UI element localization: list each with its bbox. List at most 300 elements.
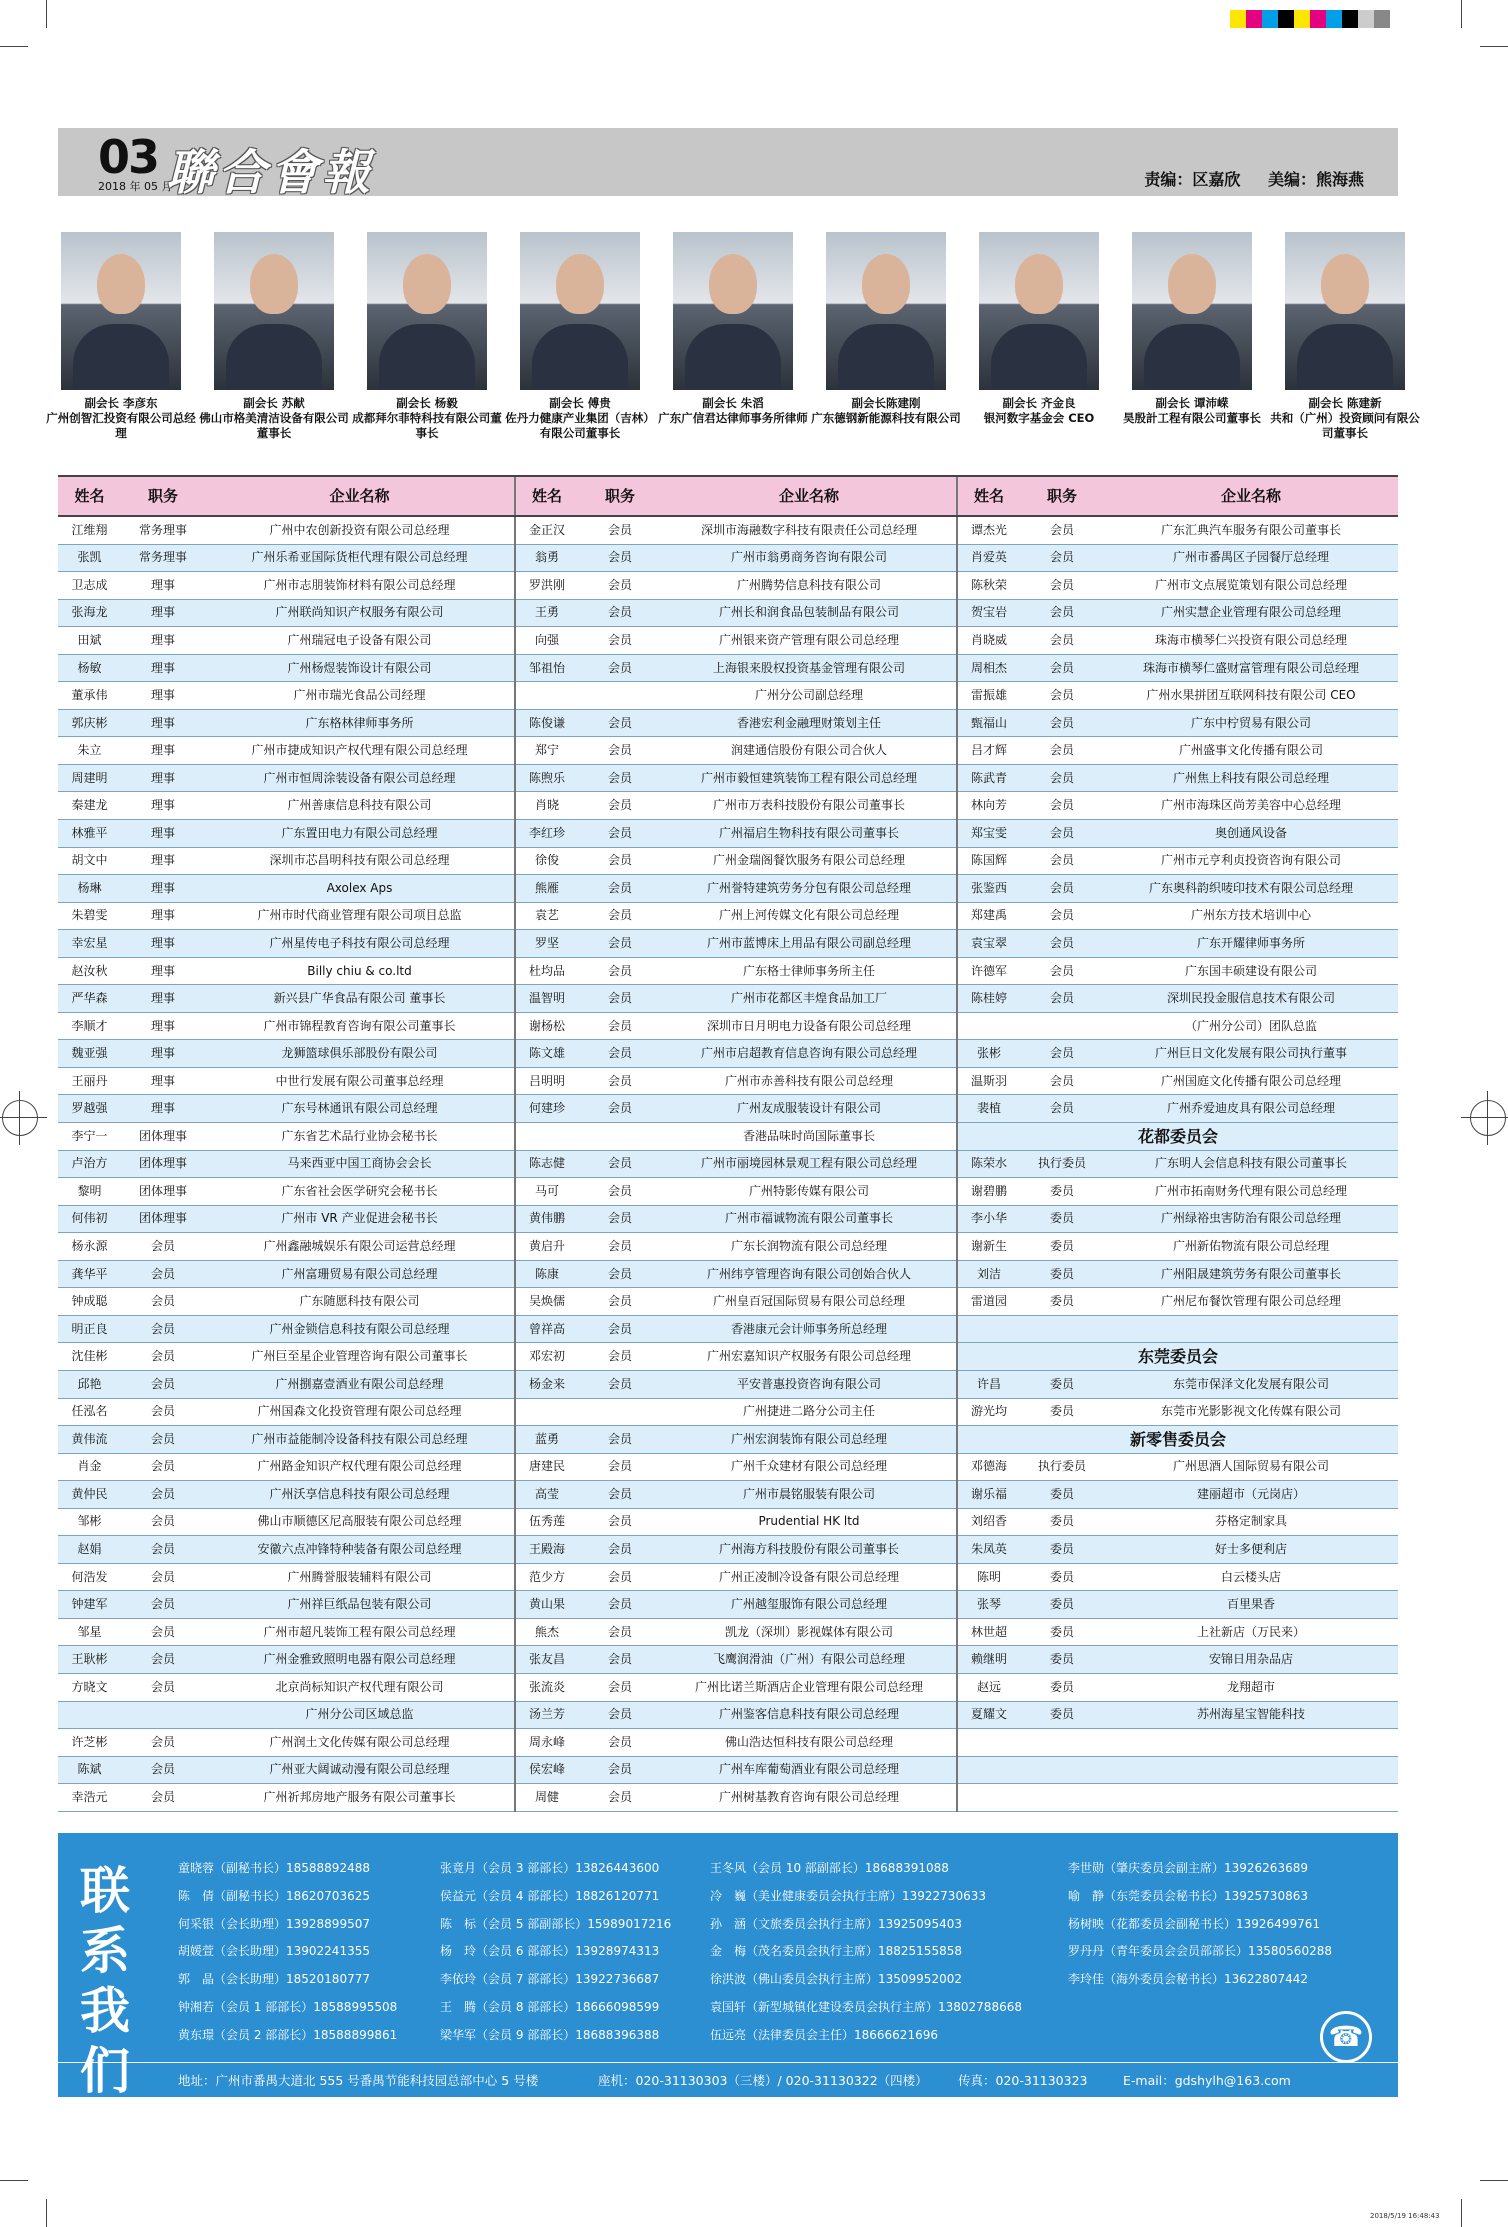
member-name: 张琴 — [957, 1591, 1020, 1619]
member-role: 会员 — [578, 599, 662, 627]
member-name: 吕才辉 — [957, 737, 1020, 765]
member-role: 会员 — [1020, 902, 1104, 930]
member-name: 伍秀莲 — [515, 1508, 578, 1536]
member-company: 广州善康信息科技有限公司 — [205, 792, 515, 820]
table-row — [58, 1673, 1398, 1701]
member-name: 陈荣水 — [957, 1150, 1020, 1178]
member-role: 会员 — [578, 1150, 662, 1178]
member-name: 黎明 — [58, 1178, 121, 1206]
member-company: 广州分公司副总经理 — [662, 682, 957, 710]
portrait-title: 副会长陈建刚 — [851, 396, 921, 410]
header-name: 姓名 — [515, 476, 578, 516]
member-role: 会员 — [121, 1453, 205, 1481]
member-company: 广州捌嘉壹酒业有限公司总经理 — [205, 1370, 515, 1398]
member-company: 广州星传电子科技有限公司总经理 — [205, 930, 515, 958]
member-company: 广州市毅恒建筑装饰工程有限公司总经理 — [662, 764, 957, 792]
member-company: 凯龙（深圳）影视媒体有限公司 — [662, 1618, 957, 1646]
member-name: 唐建民 — [515, 1453, 578, 1481]
portrait-title: 副会长 李彦东 — [84, 396, 158, 410]
member-company: 广州市晨铭服装有限公司 — [662, 1481, 957, 1509]
member-name: 侯宏峰 — [515, 1756, 578, 1784]
table-row — [58, 1508, 1398, 1536]
color-bar — [1230, 10, 1390, 28]
member-company: 广州盛事文化传播有限公司 — [1104, 737, 1398, 765]
member-role: 会员 — [578, 737, 662, 765]
portrait-desc: 广东广信君达律师事务所律师 — [658, 411, 808, 425]
member-name — [957, 1729, 1020, 1757]
issue-date: 2018 年 05 月 — [98, 180, 173, 193]
member-company: 广州皇百冠国际贸易有限公司总经理 — [662, 1288, 957, 1316]
member-role: 会员 — [1020, 737, 1104, 765]
portrait-desc: 广东德钢新能源科技有限公司 — [811, 411, 961, 425]
member-name: 黄启升 — [515, 1233, 578, 1261]
member-name: 陈康 — [515, 1260, 578, 1288]
member-name: 钟建军 — [58, 1591, 121, 1619]
portrait-photo — [1285, 232, 1405, 390]
member-name: 贺宝岩 — [957, 599, 1020, 627]
table-row — [58, 1646, 1398, 1674]
member-role: 委员 — [1020, 1701, 1104, 1729]
member-role — [1020, 1756, 1104, 1784]
member-company: 广东开耀律师事务所 — [1104, 930, 1398, 958]
member-company: 百里果香 — [1104, 1591, 1398, 1619]
member-role: 常务理事 — [121, 544, 205, 572]
member-name: 黄山果 — [515, 1591, 578, 1619]
member-role: 会员 — [578, 820, 662, 848]
member-name: 黄伟鹏 — [515, 1205, 578, 1233]
table-row — [58, 1233, 1398, 1261]
member-role: 会员 — [1020, 627, 1104, 655]
portrait-caption — [658, 396, 808, 426]
portrait-caption — [505, 396, 655, 441]
member-role: 会员 — [578, 516, 662, 544]
member-name — [58, 1701, 121, 1729]
member-role: 理事 — [121, 902, 205, 930]
table-row — [58, 1288, 1398, 1316]
member-role: 会员 — [578, 764, 662, 792]
header-role: 职务 — [121, 476, 205, 516]
table-row — [58, 1618, 1398, 1646]
member-company: 广州分公司区域总监 — [205, 1701, 515, 1729]
member-role — [578, 1398, 662, 1426]
member-role: 会员 — [578, 792, 662, 820]
portrait-caption — [46, 396, 196, 441]
member-role — [1020, 1784, 1104, 1812]
member-company: 广州市福诚物流有限公司董事长 — [662, 1205, 957, 1233]
member-name: 杜均品 — [515, 957, 578, 985]
table-row — [58, 985, 1398, 1013]
member-company: 上海银来股权投资基金管理有限公司 — [662, 654, 957, 682]
member-company: 润建通信股份有限公司合伙人 — [662, 737, 957, 765]
member-role: 执行委员 — [1020, 1453, 1104, 1481]
portrait-title: 副会长 杨毅 — [396, 396, 458, 410]
member-company — [1104, 1315, 1398, 1343]
member-name: 魏亚强 — [58, 1040, 121, 1068]
member-name: 任泓名 — [58, 1398, 121, 1426]
member-name: 邱艳 — [58, 1370, 121, 1398]
member-name — [957, 1315, 1020, 1343]
member-name: 方晓文 — [58, 1673, 121, 1701]
member-role: 理事 — [121, 847, 205, 875]
portrait-desc: 佐丹力健康产业集团（吉林）有限公司董事长 — [505, 411, 655, 440]
portrait-caption — [1270, 396, 1420, 441]
member-company: 香港康元会计师事务所总经理 — [662, 1315, 957, 1343]
portrait-title: 副会长 齐金良 — [1002, 396, 1076, 410]
member-name: 邓德海 — [957, 1453, 1020, 1481]
member-name: 黄仲民 — [58, 1481, 121, 1509]
member-role: 理事 — [121, 654, 205, 682]
member-name: 肖金 — [58, 1453, 121, 1481]
header-company: 企业名称 — [1104, 476, 1398, 516]
member-company: 广州腾誉服装辅料有限公司 — [205, 1563, 515, 1591]
member-company: 广州市丽境园林景观工程有限公司总经理 — [662, 1150, 957, 1178]
table-row — [58, 1398, 1398, 1426]
member-company: 广东格士律师事务所主任 — [662, 957, 957, 985]
member-company: 广州市恒周涂装设备有限公司总经理 — [205, 764, 515, 792]
portrait-title: 副会长 苏献 — [243, 396, 305, 410]
member-company: 龙狮篮球俱乐部股份有限公司 — [205, 1040, 515, 1068]
member-name: 刘洁 — [957, 1260, 1020, 1288]
member-company: 建丽超市（元岗店） — [1104, 1481, 1398, 1509]
member-name: 邓宏初 — [515, 1343, 578, 1371]
contact-entry: 李世勋（肇庆委员会副主席）13926263689 — [1068, 1861, 1308, 1875]
portrait-card — [811, 232, 961, 426]
member-name: 温智明 — [515, 985, 578, 1013]
member-company: 广州金瑞阁餐饮服务有限公司总经理 — [662, 847, 957, 875]
member-role: 理事 — [121, 792, 205, 820]
member-name: 赵远 — [957, 1673, 1020, 1701]
member-company: 珠海市横琴仁兴投资有限公司总经理 — [1104, 627, 1398, 655]
table-row — [58, 709, 1398, 737]
member-role: 委员 — [1020, 1536, 1104, 1564]
member-name: 田斌 — [58, 627, 121, 655]
registration-mark — [1470, 1100, 1506, 1136]
member-company: 广州市花都区丰煌食品加工厂 — [662, 985, 957, 1013]
contact-entry: 李依玲（会员 7 部部长）13922736687 — [440, 1972, 660, 1987]
member-role: 会员 — [121, 1784, 205, 1812]
member-company: 广州金雅致照明电器有限公司总经理 — [205, 1646, 515, 1674]
portrait-photo — [826, 232, 946, 390]
member-company: 广州市元亨利贞投资咨询有限公司 — [1104, 847, 1398, 875]
table-row — [58, 1370, 1398, 1398]
contact-entry: 梁华军（会员 9 部部长）18688396388 — [440, 2027, 660, 2042]
member-role: 会员 — [121, 1673, 205, 1701]
contact-title: 联系我们 — [80, 1861, 130, 2100]
contact-entry: 胡媛萱（会长助理）13902241355 — [178, 1944, 370, 1959]
member-role: 会员 — [578, 627, 662, 655]
member-company: Axolex Aps — [205, 875, 515, 903]
member-role: 会员 — [578, 1673, 662, 1701]
phone-icon: ☎ — [1320, 2011, 1372, 2063]
member-role: 会员 — [578, 1260, 662, 1288]
member-role: 会员 — [578, 1067, 662, 1095]
contact-entry: 童晓蓉（副秘书长）18588892488 — [178, 1861, 370, 1875]
member-company: 新兴县广华食品有限公司 董事长 — [205, 985, 515, 1013]
member-company: 广州路金知识产权代理有限公司总经理 — [205, 1453, 515, 1481]
member-company: 广州市超凡装饰工程有限公司总经理 — [205, 1618, 515, 1646]
member-name: 陈桂婷 — [957, 985, 1020, 1013]
member-company: 广州誉特建筑劳务分包有限公司总经理 — [662, 875, 957, 903]
contact-entry: 杨 玲（会员 6 部部长）13928974313 — [440, 1944, 660, 1959]
member-name: 范少方 — [515, 1563, 578, 1591]
member-role — [1020, 1315, 1104, 1343]
table-row — [58, 1260, 1398, 1288]
member-company: 广州乐希亚国际货柜代理有限公司总经理 — [205, 544, 515, 572]
member-name: 张彬 — [957, 1040, 1020, 1068]
member-name — [515, 682, 578, 710]
table-row — [58, 820, 1398, 848]
table-row — [58, 1784, 1398, 1812]
member-name: 何伟初 — [58, 1205, 121, 1233]
member-name: 徐俊 — [515, 847, 578, 875]
member-name: 林世超 — [957, 1618, 1020, 1646]
contact-entry: 李玲佳（海外委员会秘书长）13622807442 — [1068, 1972, 1308, 1987]
member-company: 广州润土文化传媒有限公司总经理 — [205, 1729, 515, 1757]
member-role — [121, 1701, 205, 1729]
member-company: 广州鉴客信息科技有限公司总经理 — [662, 1701, 957, 1729]
contact-entry: 袁国轩（新型城镇化建设委员会执行主席）13802788668 — [710, 1999, 1022, 2014]
header-name: 姓名 — [957, 476, 1020, 516]
email: E-mail：gdshylh@163.com — [1123, 2073, 1291, 2088]
table-row — [58, 544, 1398, 572]
member-role: 会员 — [1020, 599, 1104, 627]
table-row — [58, 1591, 1398, 1619]
member-role: 会员 — [121, 1729, 205, 1757]
member-role: 委员 — [1020, 1398, 1104, 1426]
contact-column — [710, 1855, 1022, 2050]
table-row — [58, 737, 1398, 765]
member-role: 会员 — [578, 544, 662, 572]
member-company: 广州市捷成知识产权代理有限公司总经理 — [205, 737, 515, 765]
portrait-desc: 银河数字基金会 CEO — [983, 411, 1095, 425]
member-role: 会员 — [578, 1012, 662, 1040]
member-company: 广州长和润食品包装制品有限公司 — [662, 599, 957, 627]
member-company: Billy chiu & co.ltd — [205, 957, 515, 985]
member-company: 广州焦上科技有限公司总经理 — [1104, 764, 1398, 792]
member-name: 许昌 — [957, 1370, 1020, 1398]
table-row — [58, 1012, 1398, 1040]
member-role: 委员 — [1020, 1673, 1104, 1701]
member-name: 李红珍 — [515, 820, 578, 848]
contact-entry: 孙 涵（文旅委员会执行主席）13925095403 — [710, 1916, 962, 1931]
member-role: 理事 — [121, 737, 205, 765]
member-company: 广州富珊贸易有限公司总经理 — [205, 1260, 515, 1288]
member-name: 钟成聪 — [58, 1288, 121, 1316]
table-header-row — [58, 476, 1398, 516]
contact-entry: 杨树映（花都委员会副秘书长）13926499761 — [1068, 1916, 1320, 1931]
member-company: 广州水果拼团互联网科技有限公司 CEO — [1104, 682, 1398, 710]
member-role: 理事 — [121, 1012, 205, 1040]
member-role: 会员 — [1020, 985, 1104, 1013]
member-role: 会员 — [1020, 820, 1104, 848]
member-name: 谭杰光 — [957, 516, 1020, 544]
table-row — [58, 1315, 1398, 1343]
member-role: 会员 — [121, 1756, 205, 1784]
member-name: 陈国辉 — [957, 847, 1020, 875]
member-name: 翁勇 — [515, 544, 578, 572]
member-role: 执行委员 — [1020, 1150, 1104, 1178]
table-row — [58, 682, 1398, 710]
member-name: 雷振雄 — [957, 682, 1020, 710]
portrait-desc: 广州创智汇投资有限公司总经理 — [46, 411, 196, 440]
member-name: 秦建龙 — [58, 792, 121, 820]
member-name: 邹祖怡 — [515, 654, 578, 682]
member-name: 明正良 — [58, 1315, 121, 1343]
contact-column — [1068, 1855, 1332, 1994]
member-role: 委员 — [1020, 1591, 1104, 1619]
contact-entry: 喻 静（东莞委员会秘书长）13925730863 — [1068, 1888, 1308, 1903]
member-name: 李顺才 — [58, 1012, 121, 1040]
member-role: 会员 — [578, 1756, 662, 1784]
member-name: 杨永源 — [58, 1233, 121, 1261]
member-role: 理事 — [121, 709, 205, 737]
member-name: 林向芳 — [957, 792, 1020, 820]
member-role: 理事 — [121, 1095, 205, 1123]
member-name: 卢治方 — [58, 1150, 121, 1178]
member-name: 袁宝翠 — [957, 930, 1020, 958]
committee-title: 花都委员会 — [957, 1123, 1398, 1151]
member-company: 香港品味时尚国际董事长 — [662, 1123, 957, 1151]
member-name: 郑建禹 — [957, 902, 1020, 930]
member-name: 邹彬 — [58, 1508, 121, 1536]
member-company: （广州分公司）团队总监 — [1104, 1012, 1398, 1040]
table-row — [58, 1536, 1398, 1564]
member-role: 会员 — [578, 1288, 662, 1316]
contact-column — [178, 1855, 397, 2050]
member-company: 珠海市横琴仁盛财富管理有限公司总经理 — [1104, 654, 1398, 682]
member-name: 幸宏星 — [58, 930, 121, 958]
registration-mark — [2, 1100, 38, 1136]
member-name: 朱凤英 — [957, 1536, 1020, 1564]
portrait-title: 副会长 陈建新 — [1308, 396, 1382, 410]
portrait-caption — [199, 396, 349, 441]
member-role: 会员 — [578, 847, 662, 875]
member-name: 朱碧雯 — [58, 902, 121, 930]
member-name: 陈明 — [957, 1563, 1020, 1591]
member-company: 广东号林通讯有限公司总经理 — [205, 1095, 515, 1123]
member-company: 深圳市芯昌明科技有限公司总经理 — [205, 847, 515, 875]
member-role: 会员 — [578, 985, 662, 1013]
member-role: 会员 — [578, 1370, 662, 1398]
member-company: 广州祥巨纸品包装有限公司 — [205, 1591, 515, 1619]
member-role: 会员 — [1020, 544, 1104, 572]
member-role: 团体理事 — [121, 1205, 205, 1233]
member-role: 理事 — [121, 930, 205, 958]
member-role — [1020, 1729, 1104, 1757]
member-role: 理事 — [121, 875, 205, 903]
member-company: 广州友成服装设计有限公司 — [662, 1095, 957, 1123]
portrait-photo — [979, 232, 1099, 390]
contact-entry: 罗丹丹（青年委员会会员部部长）13580560288 — [1068, 1944, 1332, 1959]
table-row — [58, 1729, 1398, 1757]
member-role: 常务理事 — [121, 516, 205, 544]
member-company: 广州市启超教育信息咨询有限公司总经理 — [662, 1040, 957, 1068]
member-company — [1104, 1784, 1398, 1812]
member-name — [515, 1398, 578, 1426]
table-row — [58, 902, 1398, 930]
member-role: 会员 — [1020, 516, 1104, 544]
member-company: 广州联尚知识产权服务有限公司 — [205, 599, 515, 627]
portrait-photo — [673, 232, 793, 390]
portrait-desc: 昊殷計工程有限公司董事长 — [1123, 411, 1261, 425]
contact-entry: 金 梅（茂名委员会执行主席）18825155858 — [710, 1944, 962, 1959]
member-company: 好士多便利店 — [1104, 1536, 1398, 1564]
member-name: 罗坚 — [515, 930, 578, 958]
member-role: 会员 — [578, 1233, 662, 1261]
member-name: 张鉴西 — [957, 875, 1020, 903]
contact-entry: 陈 标（会员 5 部副部长）15989017216 — [440, 1916, 672, 1931]
member-name: 杨敏 — [58, 654, 121, 682]
member-company: 广州沃享信息科技有限公司总经理 — [205, 1481, 515, 1509]
table-row — [58, 875, 1398, 903]
member-name: 幸浩元 — [58, 1784, 121, 1812]
portrait-title: 副会长 傅贵 — [549, 396, 611, 410]
table-row — [58, 516, 1398, 544]
member-company: 广东随愿科技有限公司 — [205, 1288, 515, 1316]
member-role: 团体理事 — [121, 1178, 205, 1206]
member-role: 委员 — [1020, 1205, 1104, 1233]
member-role: 会员 — [121, 1646, 205, 1674]
member-company: 广州宏润装饰有限公司总经理 — [662, 1426, 957, 1454]
member-name: 肖晓威 — [957, 627, 1020, 655]
member-company: 广州捷进二路分公司主任 — [662, 1398, 957, 1426]
table-row — [58, 1701, 1398, 1729]
member-company: 广州实慧企业管理有限公司总经理 — [1104, 599, 1398, 627]
contact-entry: 王冬风（会员 10 部副部长）18688391088 — [710, 1861, 949, 1875]
header-company: 企业名称 — [205, 476, 515, 516]
member-role: 会员 — [121, 1563, 205, 1591]
member-name: 甄福山 — [957, 709, 1020, 737]
contact-entry: 张竟月（会员 3 部部长）13826443600 — [440, 1861, 660, 1875]
member-name: 王殿海 — [515, 1536, 578, 1564]
member-role: 理事 — [121, 957, 205, 985]
member-role: 会员 — [121, 1233, 205, 1261]
member-role: 理事 — [121, 985, 205, 1013]
member-name: 邹星 — [58, 1618, 121, 1646]
portrait-photo — [520, 232, 640, 390]
member-role: 会员 — [1020, 682, 1104, 710]
member-company: 深圳市日月明电力设备有限公司总经理 — [662, 1012, 957, 1040]
table-row — [58, 1205, 1398, 1233]
member-company: 广州海方科技股份有限公司董事长 — [662, 1536, 957, 1564]
member-company: 广州上河传媒文化有限公司总经理 — [662, 902, 957, 930]
member-company: 广东奥科韵织唛印技术有限公司总经理 — [1104, 875, 1398, 903]
member-company: 广州市赤善科技有限公司总经理 — [662, 1067, 957, 1095]
member-name: 王耿彬 — [58, 1646, 121, 1674]
member-company: 广东长润物流有限公司总经理 — [662, 1233, 957, 1261]
member-name: 高莹 — [515, 1481, 578, 1509]
table-row — [58, 764, 1398, 792]
member-role: 会员 — [578, 1481, 662, 1509]
member-company: 广州纬亨管理咨询有限公司创始合伙人 — [662, 1260, 957, 1288]
member-name: 袁艺 — [515, 902, 578, 930]
member-role: 会员 — [1020, 764, 1104, 792]
portrait-desc: 共和（广州）投资顾问有限公司董事长 — [1270, 411, 1420, 440]
member-company: 中世行发展有限公司董事总经理 — [205, 1067, 515, 1095]
address: 地址：广州市番禺大道北 555 号番禺节能科技园总部中心 5 号楼 — [178, 2073, 539, 2088]
member-company: 广州特影传媒有限公司 — [662, 1178, 957, 1206]
member-name: 谢杨松 — [515, 1012, 578, 1040]
member-company: 广州市番禺区子园餐厅总经理 — [1104, 544, 1398, 572]
member-name: 谢碧鹏 — [957, 1178, 1020, 1206]
portrait-title: 副会长 朱滔 — [702, 396, 764, 410]
member-name: 金正汉 — [515, 516, 578, 544]
contact-entry: 侯益元（会员 4 部部长）18826120771 — [440, 1888, 660, 1903]
contact-entry: 伍远亮（法律委员会主任）18666621696 — [710, 2027, 938, 2042]
member-name: 黄伟流 — [58, 1426, 121, 1454]
member-name: 张凯 — [58, 544, 121, 572]
table-row — [58, 1756, 1398, 1784]
